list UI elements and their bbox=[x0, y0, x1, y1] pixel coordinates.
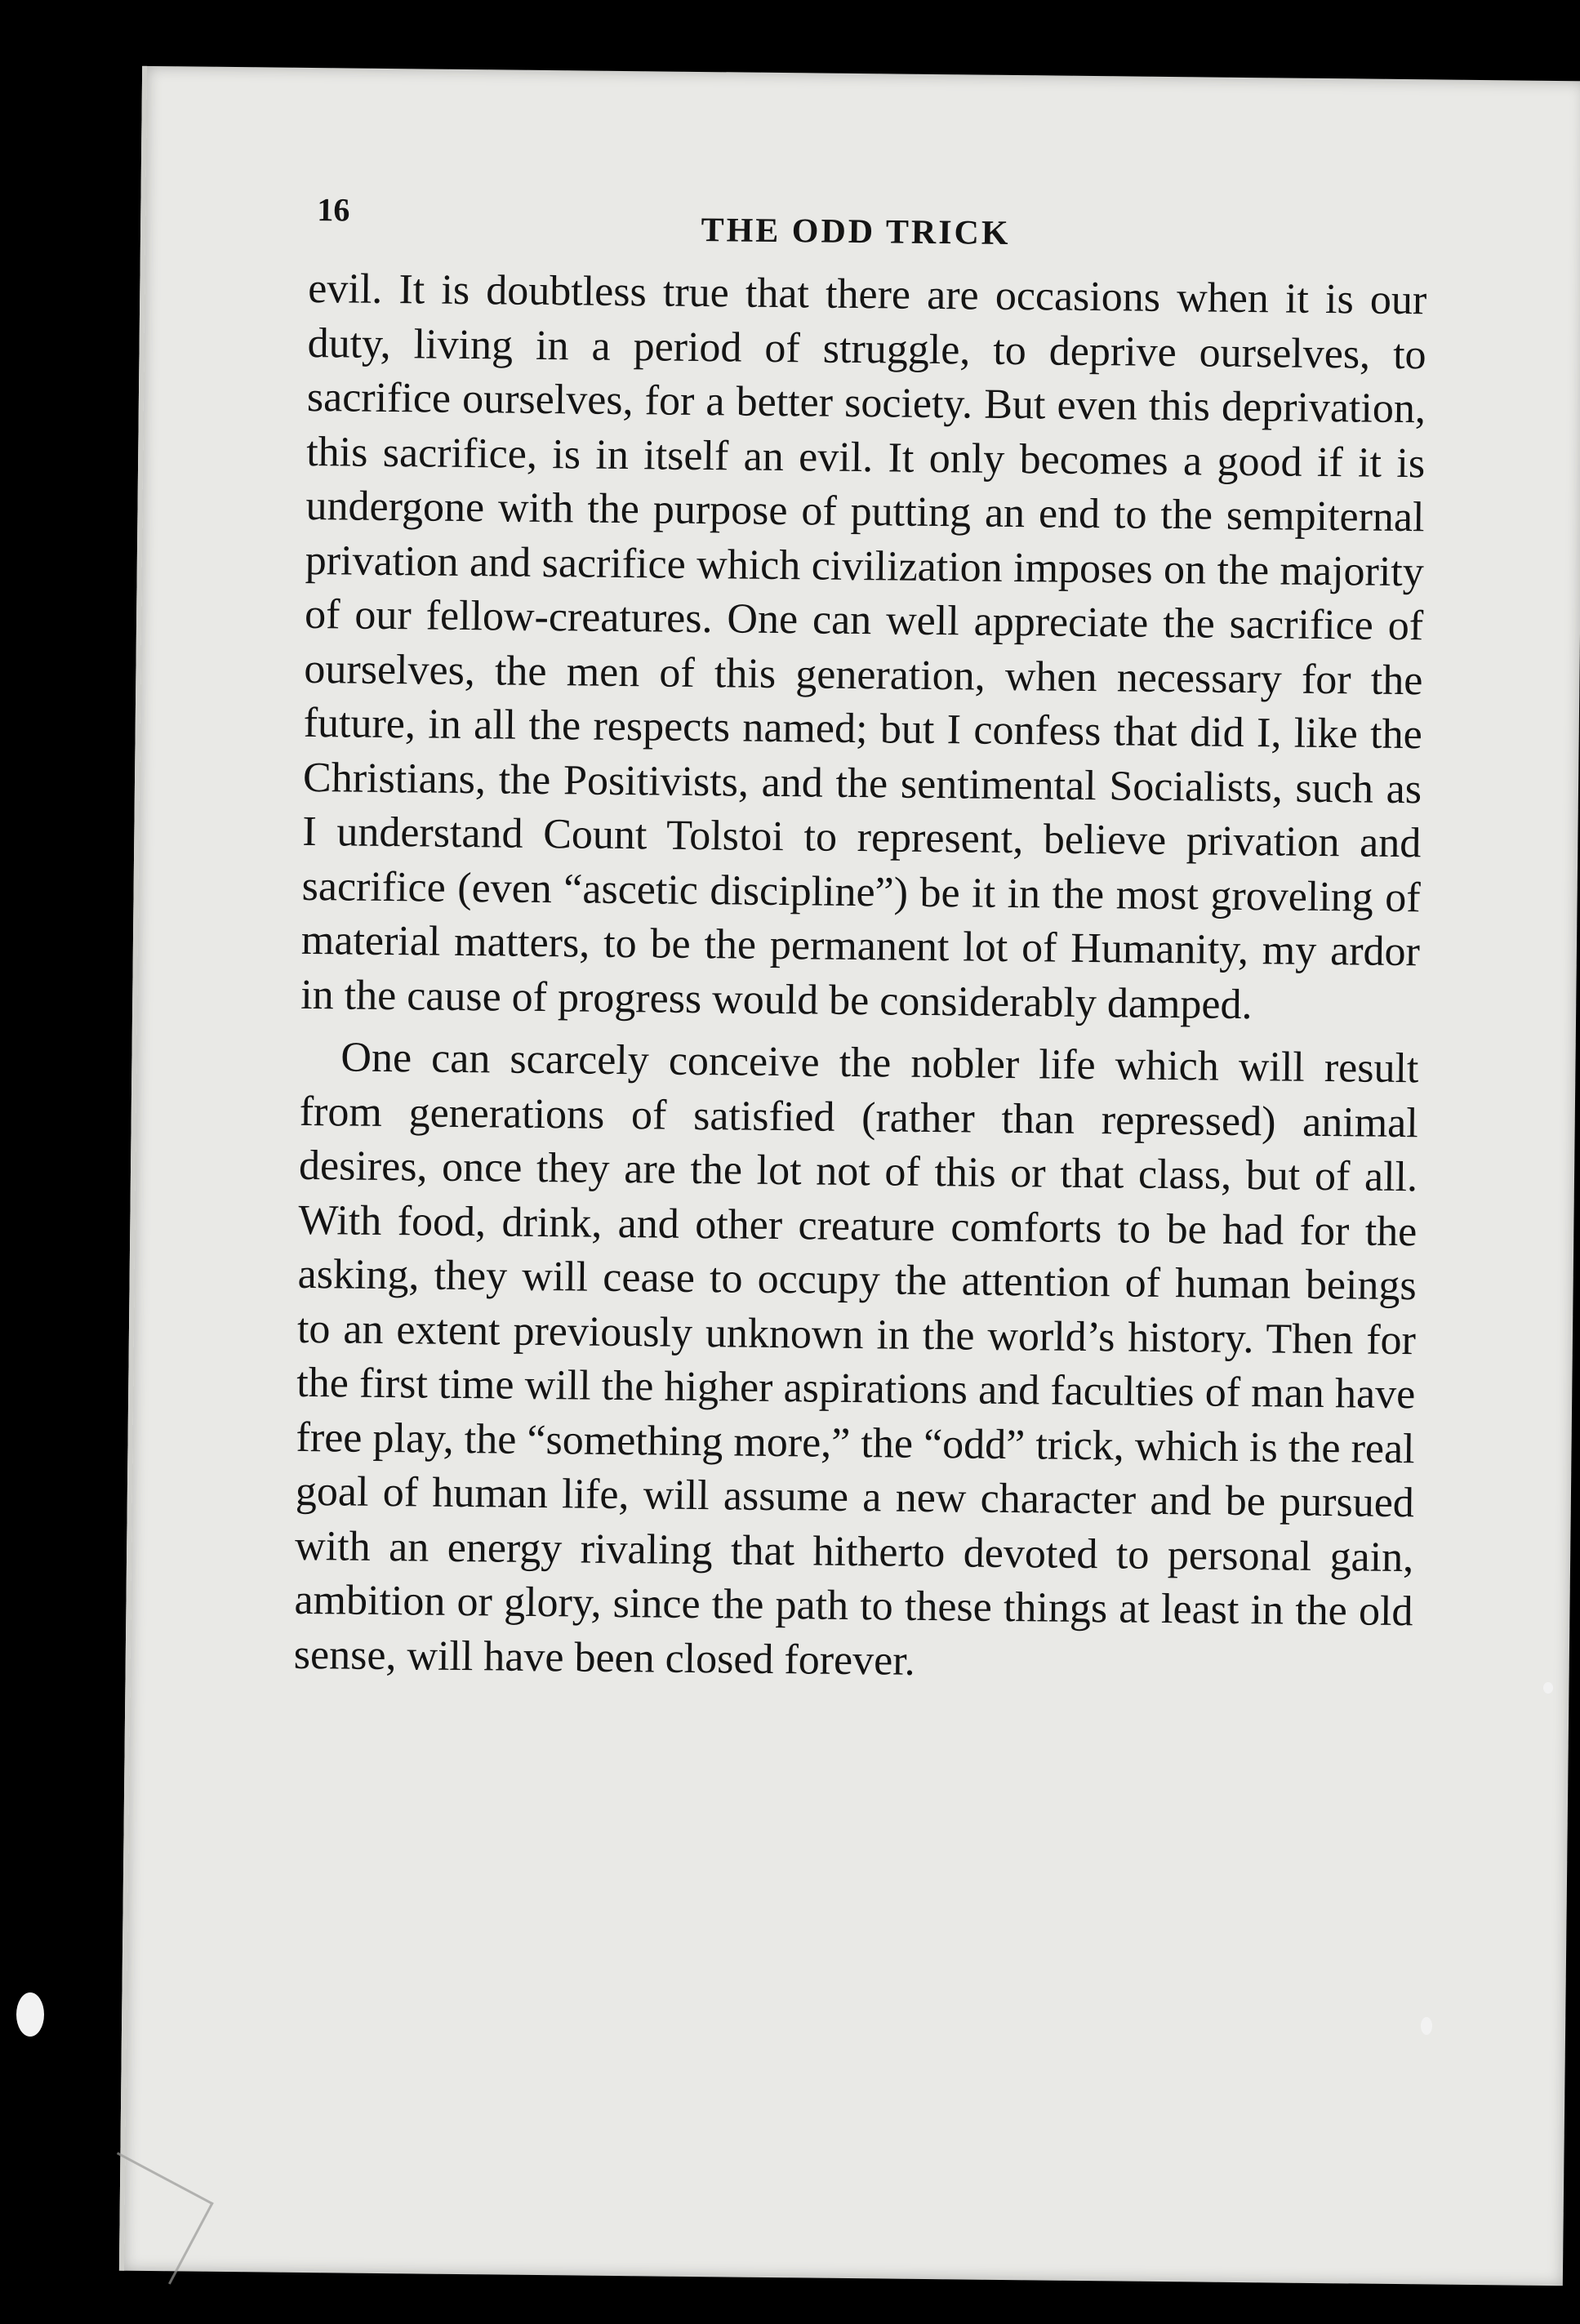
scan-speck bbox=[16, 1992, 44, 2037]
scan-speck bbox=[1543, 1682, 1553, 1694]
running-head bbox=[284, 190, 1428, 260]
scan-speck bbox=[1421, 2017, 1432, 2035]
book-page bbox=[119, 66, 1580, 2286]
body-paragraph-1: evil. It is doubtless true that there are occasions when it is our duty, living in a period of struggle, to deprive ourselves, to sacrifice ourselves, for a better society. But even this deprivation, this sacrifice, is in itself an evil. It only becomes a good if it is undergone with the purpose of putting an end to the sempiternal privation and sacrifice which civilization imposes on the majority of our fellow-creatures. One can well appreciate the sacrifice of ourselves, the men of this generation, when necessary for the future, in all the respects named; but I confess that did I, like the Christians, the Positivists, and the sentimental Socialists, such as I understand Count Tolstoi to represent, believe privation and sacrifice (even “ascetic discipline”) be it in the most groveling of material matters, to be the permanent lot of Humanity, my ardor in the cause of progress would be considerably damped. bbox=[300, 265, 1427, 1028]
page-number: 16 bbox=[317, 191, 350, 229]
body-paragraph-2: One can scarcely conceive the nobler life which will result from generations of satisfied (rather than repressed) animal desires, once they are the lot not of this or that class, but of all. With food, drink, and other creature comforts to be had for the asking, they will cease to occupy the attention of human beings to an extent previously unknown in the world’s history. Then for the first time will the higher aspirations and faculties of man have free play, the “something more,” the “odd” trick, which is the real goal of human life, will assume a new character and be pursued with an energy rivaling that hitherto devoted to personal gain, ambition or glory, since the path to these things at least in the old sense, will have been closed forever. bbox=[293, 1034, 1419, 1685]
running-title: THE ODD TRICK bbox=[701, 211, 1011, 252]
page-content bbox=[269, 190, 1427, 1694]
